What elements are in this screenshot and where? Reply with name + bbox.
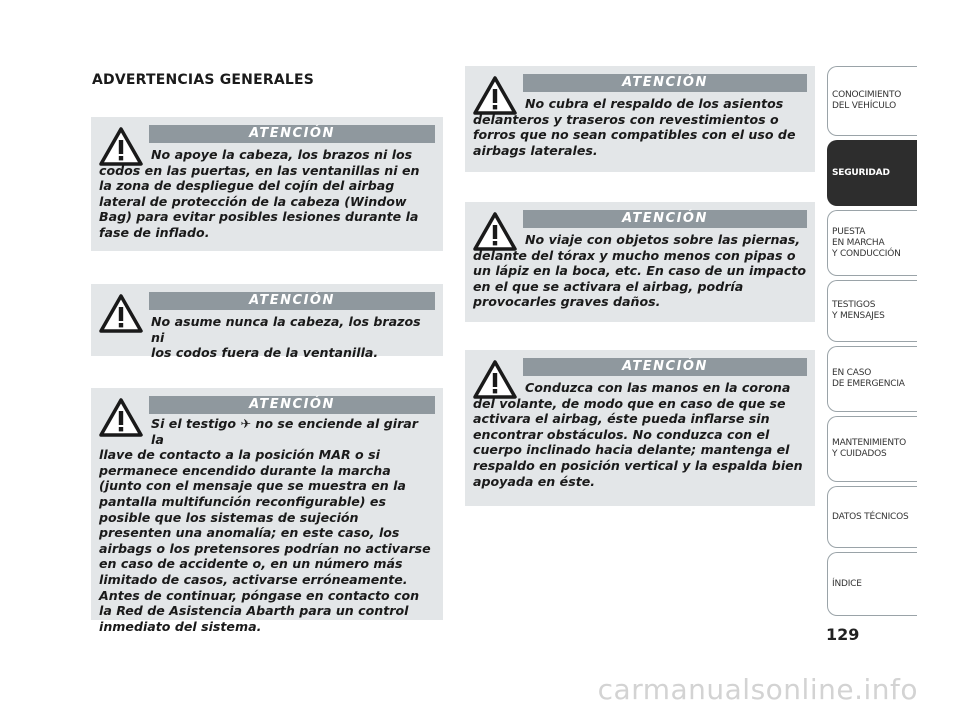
tab-label: SEGURIDAD — [832, 167, 890, 178]
warning-box-head-out-window — [91, 284, 443, 361]
section-title: ADVERTENCIAS GENERALES — [92, 72, 315, 88]
tab-label: ÍNDICE — [832, 578, 862, 589]
warning-text-body: del volante, de modo que en caso de que se activara el airbag, éste pueda inflarse sin encontrar obstáculos. No conduzca con el cuerpo inclinado hacia delante; mantenga el respaldo en posición vertical y la espalda bien apoyada en éste. — [473, 395, 803, 489]
tab-label: PUESTA EN MARCHA Y CONDUCCIÓN — [832, 226, 901, 259]
warning-label: ATENCIÓN — [149, 396, 435, 414]
tab-label: MANTENIMIENTO Y CUIDADOS — [832, 438, 907, 459]
warning-text — [473, 380, 807, 489]
tab-datos-tecnicos[interactable] — [827, 486, 917, 548]
warning-text — [473, 96, 807, 158]
tab-testigos-y-mensajes[interactable] — [827, 280, 917, 342]
warning-label: ATENCIÓN — [523, 358, 807, 376]
warning-box-head-arms — [91, 117, 443, 251]
warning-text-first-line: No viaje con objetos sobre las piernas, — [525, 232, 801, 247]
warning-text-first-line: No apoye la cabeza, los brazos ni los — [151, 147, 413, 162]
warning-text-body: codos en las puertas, en las ventanillas ni en la zona de despliegue del cojín del airbag lateral de protección de la cabeza (Window Bag) para evitar posibles lesiones durante la fase de inflado. — [99, 162, 420, 240]
tab-label: CONOCIMIENTO DEL VEHÍCULO — [832, 90, 902, 111]
warning-text-first-line: Conduzca con las manos en la corona — [525, 380, 791, 395]
tab-mantenimiento-y-cuidados[interactable] — [827, 416, 917, 482]
warning-text-body: llave de contacto a la posición MAR o si permanece encendido durante la marcha (junto con el mensaje que se muestra en la pantalla multifunción reconfigurable) es posible que los sistemas de sujeción presenten una anomalía; en este caso, los airbags o los pretensores podrían no activarse en caso de accidente o, en un número más limitado de casos, activarse erróneamente. Antes de continuar, póngase en contacto con la Red de Asistencia Abarth para un control inmediato del sistema. — [99, 447, 431, 634]
warning-text-body: delante del tórax y mucho menos con pipas o un lápiz en la boca, etc. En caso de un impacto en el que se activara el airbag, podría provocarles graves daños. — [473, 247, 807, 310]
watermark-text: carmanualsonline.info — [597, 673, 918, 706]
warning-text — [99, 147, 435, 241]
warning-triangle-icon — [99, 293, 143, 333]
warning-label: ATENCIÓN — [523, 210, 807, 228]
warning-label: ATENCIÓN — [523, 74, 807, 92]
tab-label: EN CASO DE EMERGENCIA — [832, 368, 905, 389]
warning-box-steering-hands — [465, 350, 815, 506]
warning-text-first-line: No asume nunca la cabeza, los brazos ni — [151, 314, 421, 345]
tab-conocimiento-del-vehiculo[interactable] — [827, 66, 917, 136]
tab-seguridad[interactable] — [827, 140, 917, 206]
warning-text-body: delanteros y traseros con revestimientos o forros que no sean compatibles con el uso de airbags laterales. — [473, 111, 796, 158]
tab-puesta-en-marcha[interactable] — [827, 210, 917, 276]
warning-text — [473, 232, 807, 310]
tab-label: DATOS TÉCNICOS — [832, 511, 909, 522]
warning-box-airbag-light — [91, 388, 443, 634]
warning-text — [151, 314, 435, 361]
warning-text-body: los codos fuera de la ventanilla. — [151, 345, 379, 361]
page-number: 129 — [826, 625, 860, 644]
tab-en-caso-de-emergencia[interactable] — [827, 346, 917, 412]
warning-text — [99, 416, 435, 634]
warning-text-first-line: No cubra el respaldo de los asientos — [525, 96, 784, 111]
tab-label: TESTIGOS Y MENSAJES — [832, 300, 885, 321]
warning-label: ATENCIÓN — [149, 292, 435, 310]
warning-text-first-line: Si el testigo ✈ no se enciende al girar la — [151, 416, 419, 447]
tab-indice[interactable] — [827, 552, 917, 616]
warning-box-seat-covers — [465, 66, 815, 172]
warning-label: ATENCIÓN — [149, 125, 435, 143]
warning-box-objects-legs — [465, 202, 815, 322]
